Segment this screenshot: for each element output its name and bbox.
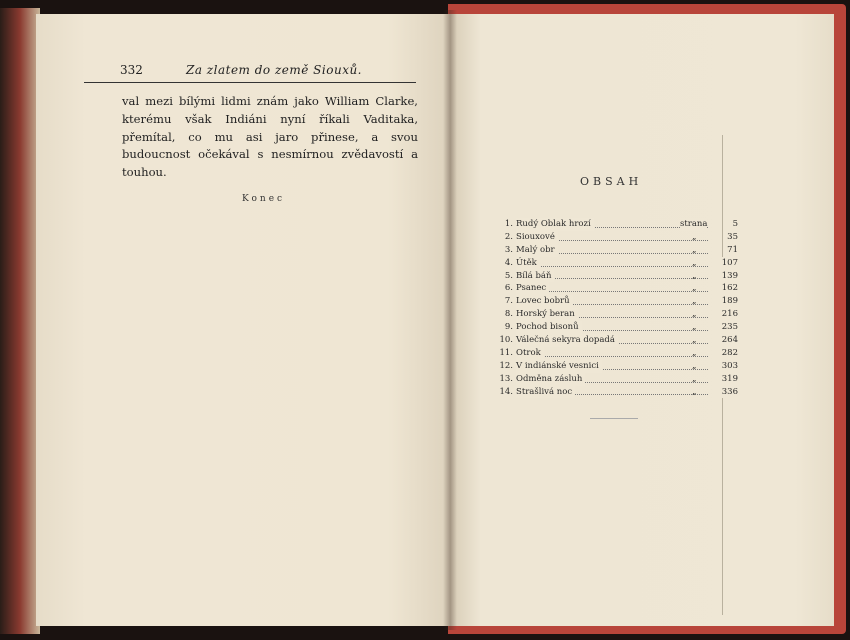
chapter-title: Rudý Oblak hrozí	[516, 218, 594, 231]
chapter-number: 9.	[504, 322, 513, 333]
chapter-number: 4.	[504, 257, 513, 268]
running-title: Za zlatem do země Siouxů.	[186, 63, 362, 77]
chapter-number: 6.	[504, 283, 513, 294]
chapter-page: 189	[721, 296, 738, 307]
chapter-number: 3.	[504, 244, 513, 255]
chapter-number: 1.	[504, 219, 513, 229]
ditto-mark: „	[692, 283, 697, 294]
toc-entry	[494, 231, 738, 244]
chapter-page: 264	[721, 335, 738, 346]
chapter-number: 13.	[499, 373, 513, 384]
toc-entry	[494, 308, 738, 321]
chapter-title: Siouxové	[516, 231, 558, 244]
chapter-page: 71	[727, 244, 738, 255]
toc-entry	[494, 244, 738, 257]
book-edge	[0, 8, 40, 634]
chapter-page: 35	[727, 231, 738, 242]
ditto-mark: „	[692, 244, 697, 255]
chapter-number: 5.	[504, 270, 513, 281]
ditto-mark: „	[692, 309, 697, 320]
chapter-page: 282	[721, 347, 738, 358]
chapter-title: Útěk	[516, 257, 540, 270]
chapter-title: V indiánské vesnici	[516, 360, 602, 373]
chapter-page: 107	[721, 257, 738, 268]
chapter-number: 11.	[499, 347, 513, 358]
toc-entry	[494, 347, 738, 360]
toc-entry	[494, 218, 738, 231]
chapter-title: Malý obr	[516, 244, 558, 257]
toc-entry	[494, 270, 738, 283]
toc-title: OBSAH	[580, 175, 643, 188]
dot-leader	[518, 356, 708, 357]
chapter-number: 10.	[499, 335, 513, 346]
closing-paragraph: val mezi bílými lidmi znám jako William Clarke, kterému však Indiáni nyní říkali Vaditaka, přemítal, co mu asi jaro přinese, a svou budoucnost očekával s nesmírnou zvědavostí a touhou.	[122, 94, 418, 180]
end-marker: Konec	[242, 194, 286, 204]
chapter-title: Válečná sekyra dopadá	[516, 334, 618, 347]
chapter-title: Strašlivá noc	[516, 386, 575, 399]
ditto-mark: „	[692, 373, 697, 384]
running-header	[84, 60, 416, 83]
chapter-page: 216	[721, 309, 738, 320]
chapter-number: 14.	[499, 386, 513, 397]
page-number: 332	[120, 63, 143, 77]
chapter-title: Horský beran	[516, 308, 578, 321]
toc-entry	[494, 386, 738, 399]
chapter-page: 162	[721, 283, 738, 294]
toc-entry	[494, 321, 738, 334]
toc-entry	[494, 257, 738, 270]
chapter-page: 235	[721, 322, 738, 333]
chapter-title: Bílá báň	[516, 270, 554, 283]
chapter-title: Pochod bisonů	[516, 321, 582, 334]
chapter-title: Psanec	[516, 282, 549, 295]
toc-entry	[494, 282, 738, 295]
ditto-mark: „	[692, 335, 697, 346]
ditto-mark: „	[692, 257, 697, 268]
toc-entry	[494, 334, 738, 347]
chapter-title: Odměna zásluh	[516, 373, 585, 386]
chapter-page: 303	[721, 360, 738, 371]
toc-entry	[494, 295, 738, 308]
dot-leader	[518, 266, 708, 267]
ditto-mark: „	[692, 231, 697, 242]
chapter-number: 2.	[504, 231, 513, 242]
page-label: strana	[680, 219, 708, 229]
chapter-number: 8.	[504, 309, 513, 320]
toc-entry	[494, 360, 738, 373]
chapter-page: 139	[721, 270, 738, 281]
ditto-mark: „	[692, 347, 697, 358]
chapter-page: 5	[732, 219, 738, 229]
ditto-mark: „	[692, 360, 697, 371]
ditto-mark: „	[692, 296, 697, 307]
table-of-contents	[494, 218, 738, 398]
toc-entry	[494, 373, 738, 386]
chapter-page: 336	[721, 386, 738, 397]
chapter-number: 12.	[499, 360, 513, 371]
chapter-page: 319	[721, 373, 738, 384]
chapter-number: 7.	[504, 296, 513, 307]
chapter-title: Lovec bobrů	[516, 295, 573, 308]
book-gutter	[443, 10, 457, 630]
divider	[590, 418, 638, 419]
ditto-mark: „	[692, 386, 697, 397]
ditto-mark: „	[692, 270, 697, 281]
ditto-mark: „	[692, 322, 697, 333]
chapter-title: Otrok	[516, 347, 544, 360]
